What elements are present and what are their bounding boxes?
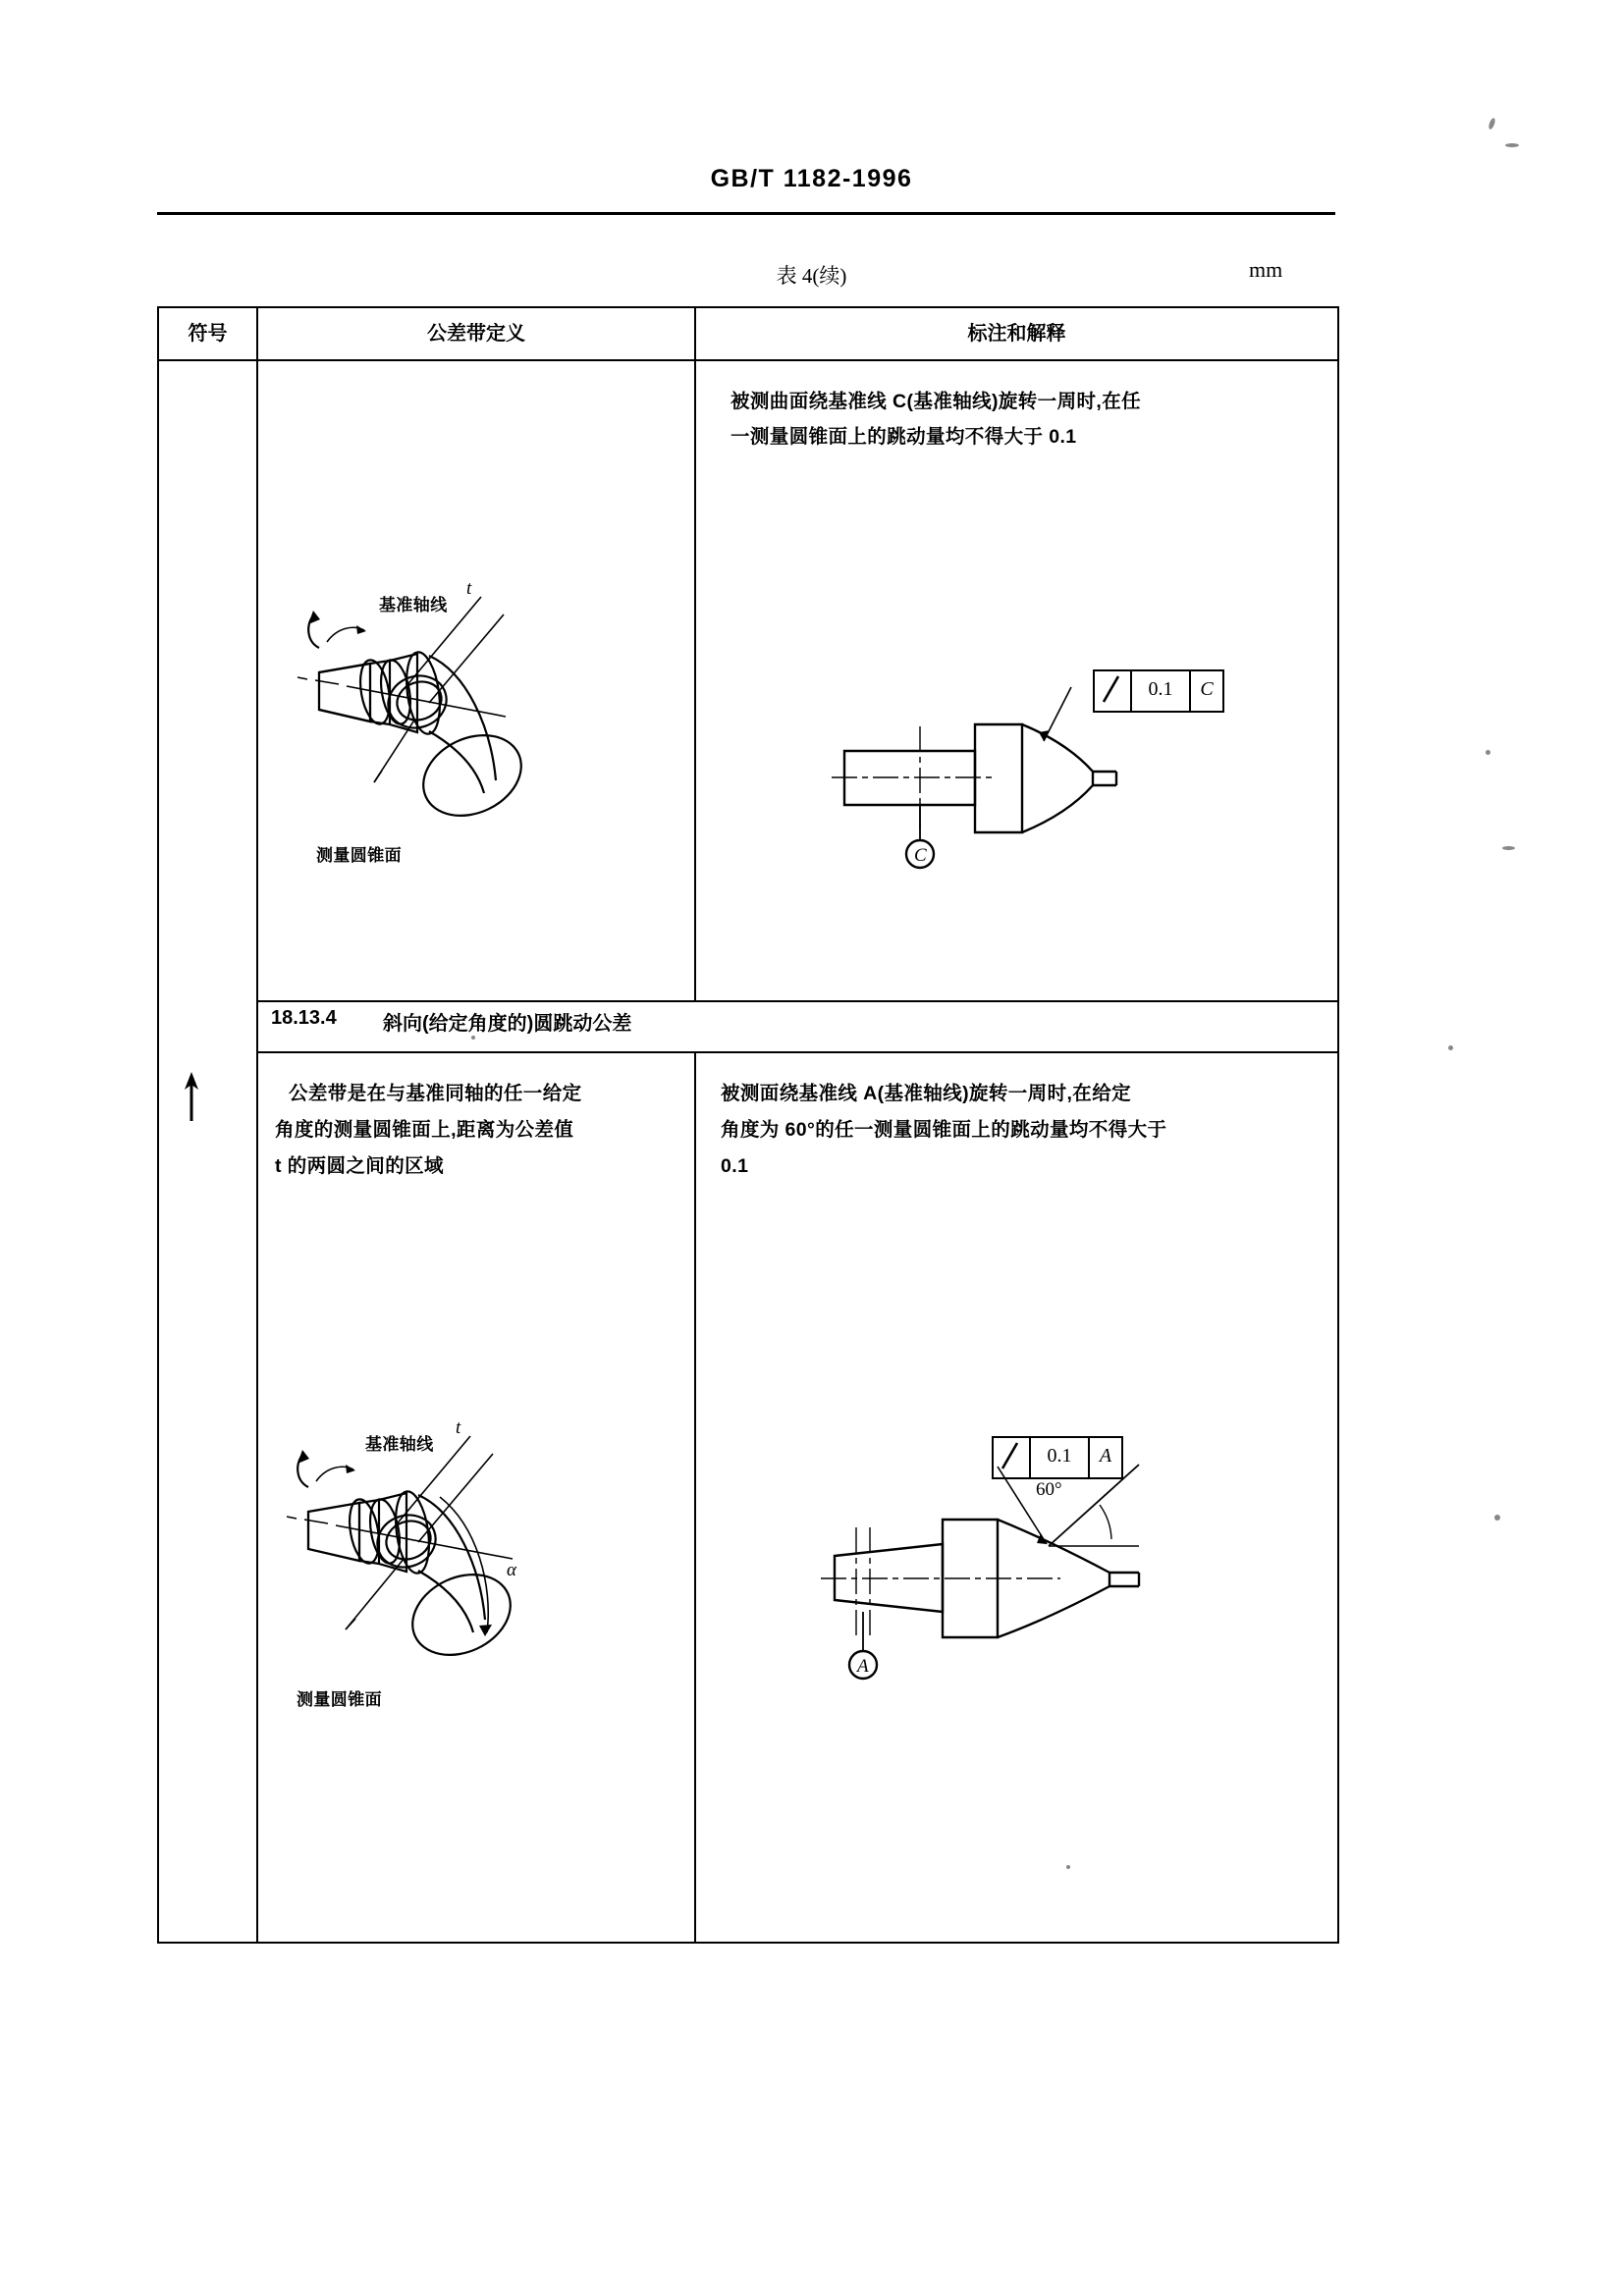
table-vline-1 [256, 308, 258, 1942]
row2-annotation-line-2: 角度为 60°的任一测量圆锥面上的跳动量均不得大于 [721, 1119, 1167, 1141]
row2-angle-label: 60° [1036, 1479, 1062, 1500]
row1-annotation-line-2: 一测量圆锥面上的跳动量均不得大于 0.1 [730, 426, 1077, 448]
scan-speck [1486, 750, 1490, 755]
table-hline-row1 [256, 1000, 1337, 1002]
scan-speck [1448, 1045, 1453, 1050]
svg-text:t: t [466, 578, 472, 599]
row2-definition-diagram [267, 1409, 689, 1713]
row2-label-measuring-cone: 测量圆锥面 [297, 1690, 382, 1709]
row2-definition-line-2: 角度的测量圆锥面上,距离为公差值 [275, 1119, 574, 1141]
row1-annotation-line-1: 被测曲面绕基准线 C(基准轴线)旋转一周时,在任 [730, 391, 1142, 412]
row2-label-datum-axis: 基准轴线 [365, 1435, 434, 1454]
table-hline-section [256, 1051, 1337, 1053]
scan-speck [1505, 143, 1519, 147]
runout-slash-icon [1095, 671, 1132, 711]
row1-label-datum-axis: 基准轴线 [379, 596, 448, 614]
table-vline-2c [694, 1051, 696, 1942]
table-caption: 表 4(续) [776, 264, 847, 288]
section-title: 斜向(给定角度的)圆跳动公差 [383, 1013, 632, 1035]
row2-definition-line-1: 公差带是在与基准同轴的任一给定 [289, 1083, 582, 1104]
row2-definition-line-3: t 的两圆之间的区域 [275, 1155, 444, 1177]
table-vline-2 [694, 308, 696, 359]
scan-speck [1502, 846, 1515, 850]
svg-text:C: C [914, 845, 927, 866]
row1-datum-letter: C [1200, 678, 1214, 700]
row1-definition-diagram [280, 569, 692, 864]
row1-tolerance-value: 0.1 [1132, 671, 1191, 711]
runout-slash-icon [994, 1438, 1031, 1477]
scan-speck [1488, 118, 1496, 131]
svg-text:A: A [857, 1656, 869, 1677]
row2-feature-control-frame [992, 1436, 1123, 1479]
column-header-symbol: 符号 [188, 323, 228, 345]
table-hline-header [159, 359, 1337, 361]
scan-speck [1494, 1515, 1500, 1521]
row2-datum-letter: A [1099, 1445, 1112, 1467]
row1-feature-control-frame [1093, 669, 1224, 713]
row2-tolerance-value: 0.1 [1031, 1438, 1090, 1477]
unit-label: mm [1249, 257, 1283, 282]
row1-label-measuring-cone: 测量圆锥面 [316, 846, 402, 865]
column-header-annotation: 标注和解释 [967, 323, 1066, 345]
row2-annotation-line-3: 0.1 [721, 1155, 749, 1177]
page-title: GB/T 1182-1996 [710, 165, 913, 192]
row2-annotation-line-1: 被测面绕基准线 A(基准轴线)旋转一周时,在给定 [721, 1083, 1132, 1104]
section-number: 18.13.4 [271, 1007, 337, 1029]
table-vline-2b [694, 359, 696, 1000]
column-header-definition: 公差带定义 [427, 323, 525, 345]
svg-text:α: α [507, 1560, 516, 1580]
runout-arrow-icon [179, 1070, 208, 1124]
svg-text:t: t [456, 1417, 461, 1438]
header-divider [157, 212, 1335, 215]
